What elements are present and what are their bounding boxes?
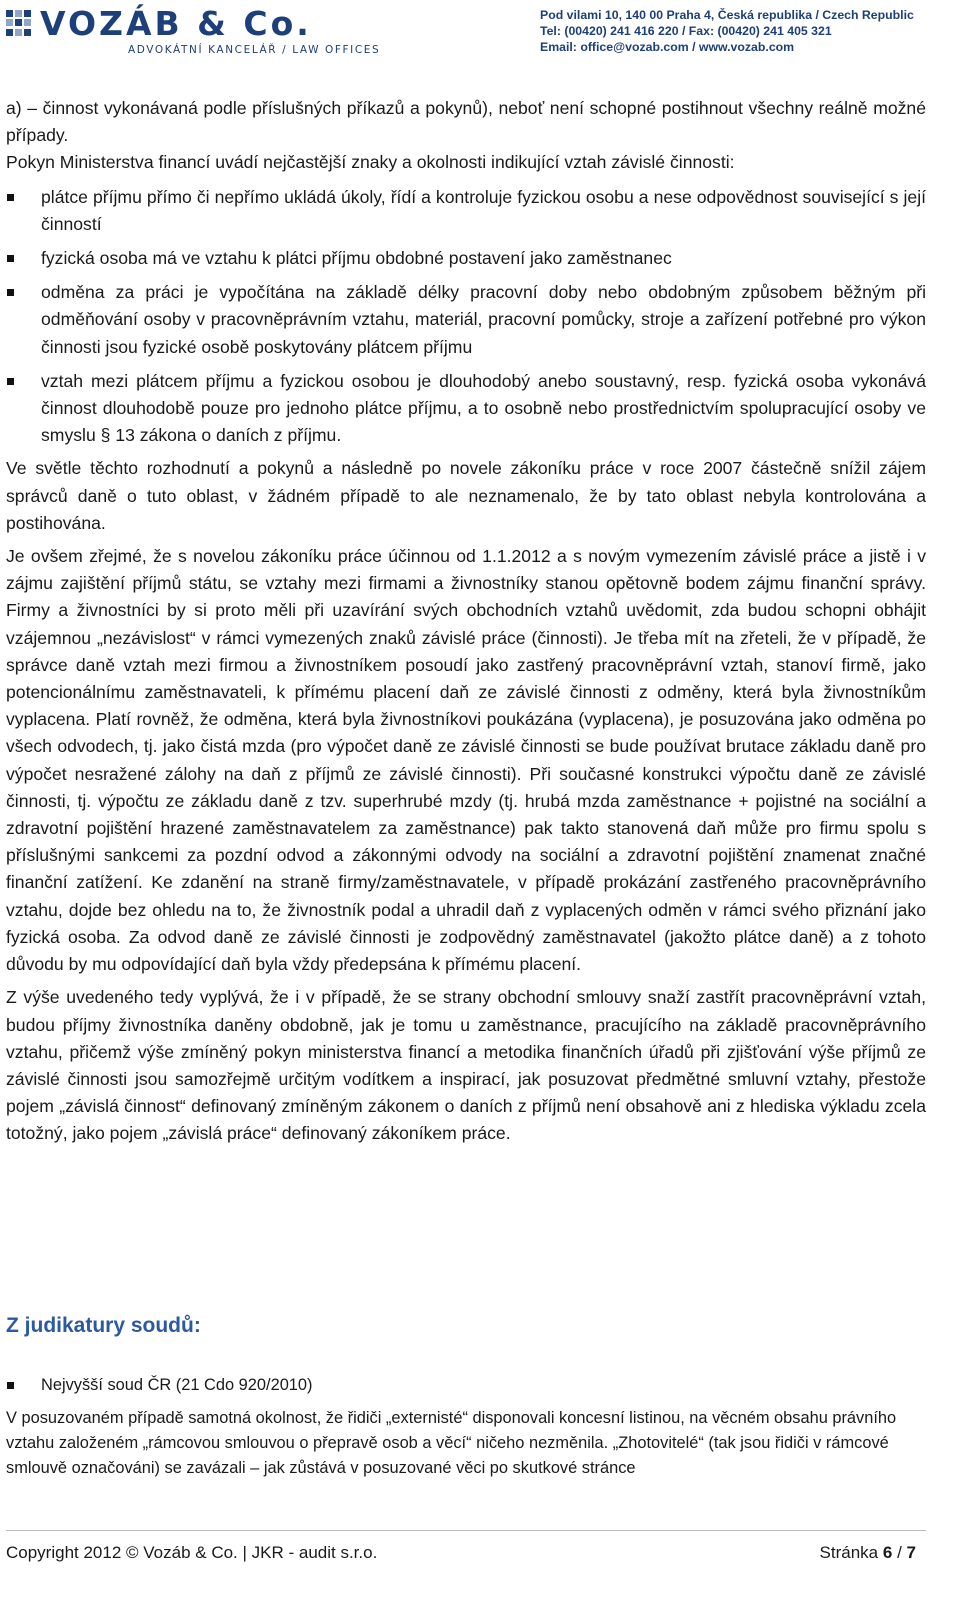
paragraph-a: a) – činnost vykonávaná podle příslušných příkazů a pokynů), neboť není schopné postihnout všechny reálně možné případy. [6,98,926,146]
logo-subtitle: ADVOKÁTNÍ KANCELÁŘ / LAW OFFICES [128,44,381,56]
bullet-square-icon [7,194,14,201]
court-list-item [6,1373,926,1398]
page-current: 6 [882,1543,893,1562]
list-item-text: fyzická osoba má ve vztahu k plátci příjmu obdobné postavení jako zaměstnanec [41,248,672,269]
list-item-text: vztah mezi plátcem příjmu a fyzickou osobou je dlouhodobý anebo soustavný, resp. fyzická osoba vykonává činnost dlouhodobě pouze pro jednoho plátce příjmu, a to osobně nebo prostřednictvím spolupracující osoby ve smyslu § 13 zákona o daních z příjmu. [41,370,926,446]
footer-divider [6,1530,926,1531]
page-header [0,0,960,60]
court-case-text: V posuzovaném případě samotná okolnost, že řidiči „externisté“ disponovali koncesní listinou, na věcném obsahu právního vztahu založeném „rámcovou smlouvou o přepravě osob a věcí“ ničeho nezměnila. „Zhotovitelé“ (tak jsou řidiči v rámcové smlouvě označováni) se zavázali – jak zůstává v posuzované věci po skutkové stránce [6,1409,897,1477]
list-item [6,184,926,238]
court-case-label: Nejvyšší soud ČR (21 Cdo 920/2010) [41,1376,313,1394]
page-number [820,1543,916,1563]
court-section [6,1373,926,1481]
list-item [6,279,926,361]
list-item [6,368,926,450]
paragraph-2012: Je ovšem zřejmé, že s novelou zákoníku práce účinnou od 1.1.2012 a s novým vymezením závislé práce a jistě i v zájmu zajištění příjmů státu, se vztahy mezi firmami a živnostníky stanou opětovně bodem zájmu finanční správy. Firmy a živnostníci by si proto měli při uzavírání svých obchodních vztahů uvědomit, zda budou schopni obhájit vzájemnou „nezávislost“ v rámci vymezených znaků závislé práce (činnosti). Je třeba mít na zřeteli, že v případě, že správce daně vztah mezi firmou a živnostníkem posoudí jako zastřený pracovněprávní vztah, stanoví firmě, jako potencionálnímu zaměstnavateli, k přímému placení daň ze závislé činnosti z odměny, která byla živnostníkům vyplacena. Platí rovněž, že odměna, která byla živnostníkovi poukázána (vyplacena), je posuzována jako odměna po všech odvodech, tj. jako čistá mzda (pro výpočet daně ze závislé činnosti se bude používat brutace základu daně pro výpočet nesražené zálohy na daň z příjmů ze závislé činnosti). Při současné konstrukci výpočtu daně ze závislé činnosti, tj. výpočtu ze základu daně z tzv. superhrubé mzdy (tj. hrubá mzda zaměstnance + pojistné na sociální a zdravotní pojištění hrazené zaměstnavatelem za zaměstnance) pak takto stanovená daň může pro firmu spolu s příslušnými sankcemi za pozdní odvod a zákonnými odvody na sociální a zdravotní pojištění znamenat značné finanční zatížení. Ke zdanění na straně firmy/zaměstnavatele, v případě prokázání zastřeného pracovněprávního vztahu, dojde bez ohledu na to, že živnostník podal a uhradil daň z vyplacených odměn v rámci svého přiznání jako fyzická osoba. Za odvod daně ze závislé činnosti je zodpovědný zaměstnavatel (jakožto plátce daně) a z tohoto důvodu by mu odpovídající daň byla vždy předepsána k přímému placení. [6,546,926,975]
document-body [6,95,926,1148]
list-item [6,245,926,272]
contact-block [540,7,940,55]
footer-copyright: Copyright 2012 © Vozáb & Co. | JKR - audit s.r.o. [6,1543,378,1562]
page-total: 7 [906,1543,916,1562]
paragraph-conclusion: Z výše uvedeného tedy vyplývá, že i v případě, že se strany obchodní smlouvy snaží zastřít pracovněprávní vztah, budou příjmy živnostníka daněny obdobně, jak je tomu u zaměstnance, pracujícího na základě pracovněprávního vztahu, přičemž výše zmíněný pokyn ministerstva financí a metodika finančních úřadů při zjišťování výše příjmů ze závislé činnosti jsou samozřejmě určitým vodítkem a inspirací, jak posuzovat předmětné smluvní vztahy, přestože pojem „závislá činnost“ definovaný zmíněným zákonem o daních z příjmů není obsahově ani z hlediska výkladu zcela totožný, jako pojem „závislá práce“ definovaný zákoníkem práce. [6,987,926,1144]
page-separator: / [897,1543,902,1562]
paragraph-2007: Ve světle těchto rozhodnutí a pokynů a následně po novele zákoníku práce v roce 2007 částečně snížil zájem správců daně o tuto oblast, v žádném případě to ale neznamenalo, že by tato oblast nebyla kontrolována a postihována. [6,458,926,533]
bullet-square-icon [7,289,14,296]
logo-mark-icon [6,10,32,36]
bullet-square-icon [7,378,14,385]
firm-logo [4,4,394,58]
paragraph-pokyn: Pokyn Ministerstva financí uvádí nejčastější znaky a okolnosti indikující vztah závislé činnosti: [6,152,735,173]
indicator-list [6,184,926,450]
address-line: Pod vilami 10, 140 00 Praha 4, Česká republika / Czech Republic [540,8,914,22]
list-item-text: plátce příjmu přímo či nepřímo ukládá úkoly, řídí a kontroluje fyzickou osobu a nese odpovědnost související s její činností [41,186,926,234]
email-line: Email: office@vozab.com / www.vozab.com [540,40,795,54]
phone-line: Tel: (00420) 241 416 220 / Fax: (00420) 241 405 321 [540,24,832,38]
bullet-square-icon [7,255,14,262]
logo-name: VOZÁB & Co. [40,4,312,43]
page-label: Stránka [819,1543,879,1562]
bullet-square-icon [7,1382,14,1389]
list-item-text: odměna za práci je vypočítána na základě délky pracovní doby nebo obdobným způsobem běžným při odměňování osoby v pracovněprávním vztahu, materiál, pracovní pomůcky, stroje a zařízení potřebné pro výkon činnosti jsou fyzické osobě poskytovány plátcem příjmu [41,282,926,357]
section-heading: Z judikatury soudů: [6,1314,201,1337]
